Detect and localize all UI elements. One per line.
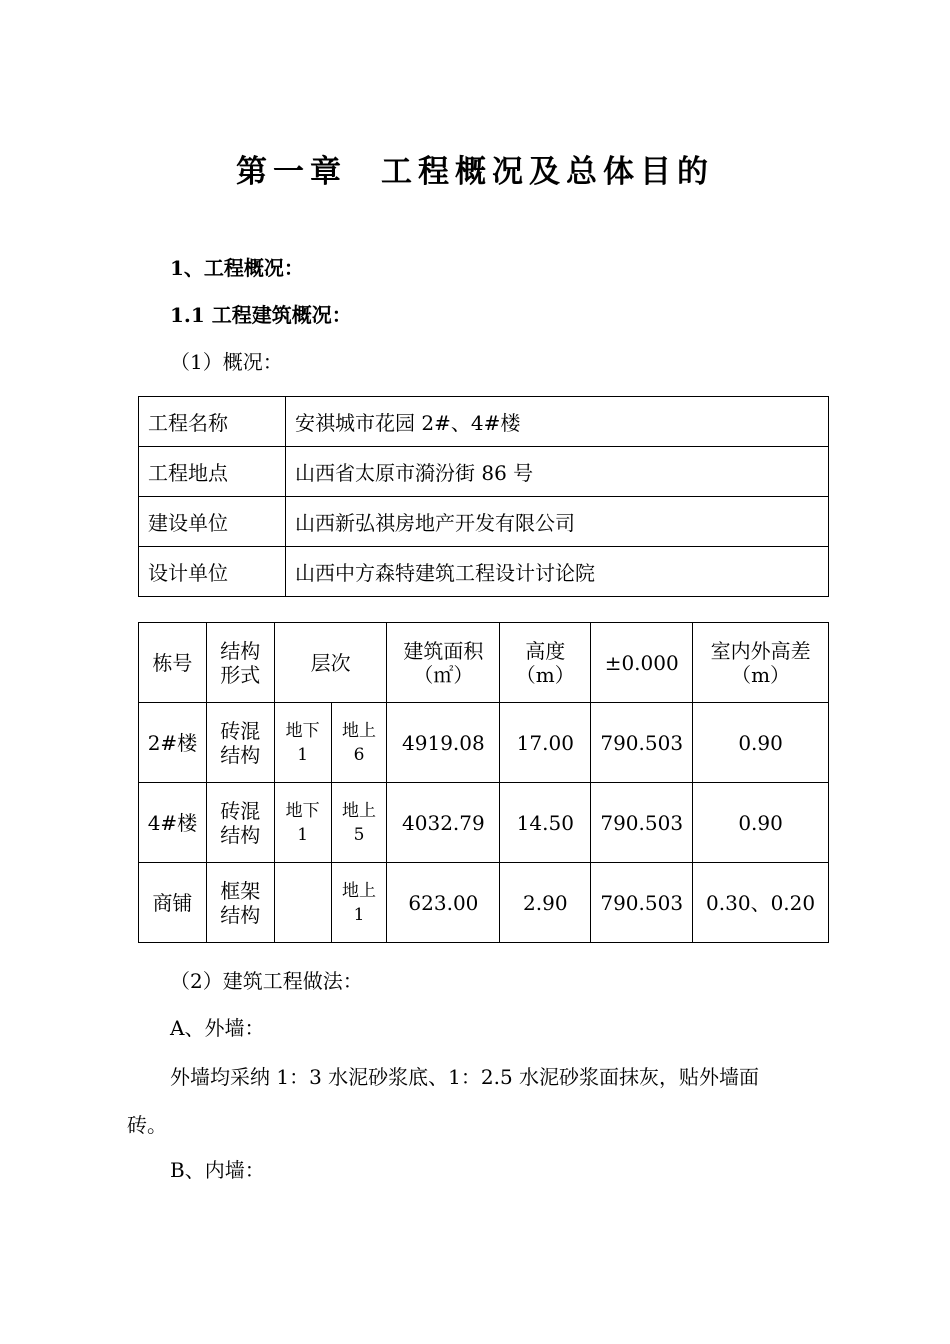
info-key: 工程地点	[139, 447, 286, 497]
cell-area: 623.00	[387, 863, 500, 943]
cell-basement-floors	[274, 863, 331, 943]
chapter-name: 工程概况及总体目的	[381, 154, 714, 190]
table-header-row	[139, 623, 829, 703]
table-row	[139, 863, 829, 943]
overview-label: （1）概况：	[170, 350, 283, 374]
cell-zero-elevation: 790.503	[591, 783, 693, 863]
header-height: 高度 （m）	[500, 623, 591, 703]
cell-structure: 砖混 结构	[206, 703, 274, 783]
cell-zero-elevation: 790.503	[591, 863, 693, 943]
table-row	[139, 397, 829, 447]
exterior-wall-text: 外墙均采纳 1：3 水泥砂浆底、1：2.5 水泥砂浆面抹灰，贴外墙面	[170, 1065, 760, 1089]
cell-level-difference: 0.90	[693, 783, 829, 863]
subsection-heading: 1.1 工程建筑概况：	[170, 303, 352, 327]
table-row	[139, 783, 829, 863]
interior-wall-label: B、内墙：	[170, 1158, 265, 1182]
cell-area: 4919.08	[387, 703, 500, 783]
table-row	[139, 703, 829, 783]
cell-height: 17.00	[500, 703, 591, 783]
chapter-number: 第一章	[236, 154, 347, 190]
project-info-table	[138, 396, 829, 597]
info-value: 安祺城市花园 2#、4#楼	[286, 397, 829, 447]
cell-above-floors: 地上 5	[331, 783, 387, 863]
info-key: 建设单位	[139, 497, 286, 547]
construction-method-label: （2）建筑工程做法：	[170, 969, 363, 993]
exterior-wall-text-cont: 砖。	[127, 1113, 167, 1137]
cell-building-no: 2#楼	[139, 703, 207, 783]
table-row	[139, 497, 829, 547]
header-zero-elevation: ±0.000	[591, 623, 693, 703]
cell-height: 2.90	[500, 863, 591, 943]
cell-height: 14.50	[500, 783, 591, 863]
cell-basement-floors: 地下 1	[274, 703, 331, 783]
header-level-difference: 室内外高差 （m）	[693, 623, 829, 703]
header-floors: 层次	[274, 623, 387, 703]
building-units-table	[138, 622, 829, 943]
exterior-wall-label: A、外墙：	[170, 1016, 265, 1040]
cell-area: 4032.79	[387, 783, 500, 863]
cell-above-floors: 地上 1	[331, 863, 387, 943]
cell-building-no: 商铺	[139, 863, 207, 943]
cell-zero-elevation: 790.503	[591, 703, 693, 783]
info-value: 山西中方森特建筑工程设计讨论院	[286, 547, 829, 597]
chapter-title	[0, 146, 950, 191]
cell-level-difference: 0.30、0.20	[693, 863, 829, 943]
cell-structure: 砖混 结构	[206, 783, 274, 863]
section-heading: 1、工程概况：	[170, 256, 304, 280]
info-value: 山西新弘祺房地产开发有限公司	[286, 497, 829, 547]
cell-basement-floors: 地下 1	[274, 783, 331, 863]
info-key: 设计单位	[139, 547, 286, 597]
info-value: 山西省太原市漪汾街 86 号	[286, 447, 829, 497]
table-row	[139, 547, 829, 597]
cell-building-no: 4#楼	[139, 783, 207, 863]
header-area: 建筑面积 （㎡）	[387, 623, 500, 703]
cell-above-floors: 地上 6	[331, 703, 387, 783]
cell-structure: 框架 结构	[206, 863, 274, 943]
table-row	[139, 447, 829, 497]
header-building-no: 栋号	[139, 623, 207, 703]
cell-level-difference: 0.90	[693, 703, 829, 783]
info-key: 工程名称	[139, 397, 286, 447]
header-structure: 结构 形式	[206, 623, 274, 703]
